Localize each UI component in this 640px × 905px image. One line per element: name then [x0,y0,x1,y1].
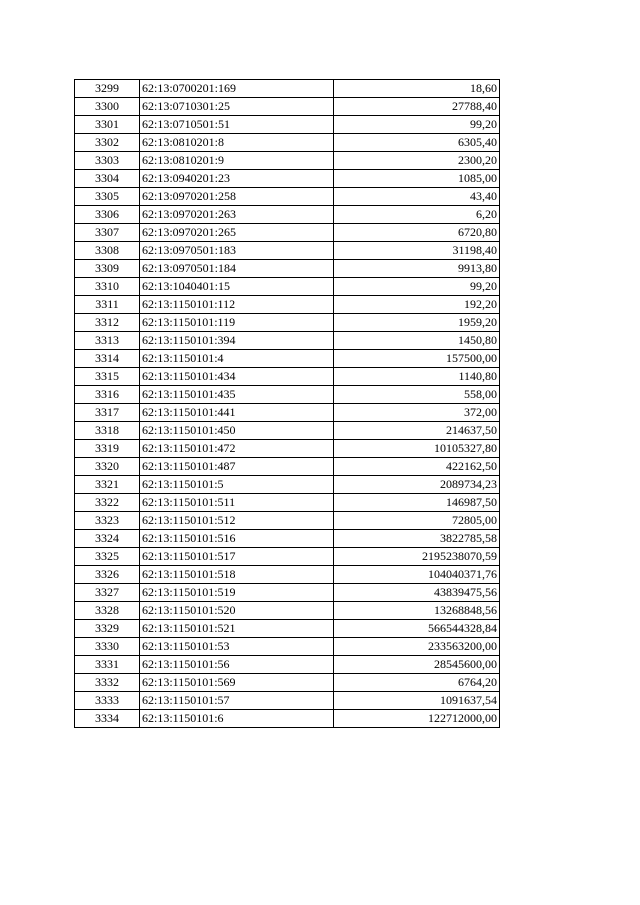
cadastral-number-cell: 62:13:1150101:394 [140,332,334,350]
cadastral-number-cell: 62:13:1150101:6 [140,710,334,728]
cadastral-value-cell: 2300,20 [334,152,500,170]
cadastral-number-cell: 62:13:0810201:8 [140,134,334,152]
cadastral-number-cell: 62:13:0970201:258 [140,188,334,206]
row-number-cell: 3312 [75,314,140,332]
cadastral-value-cell: 99,20 [334,116,500,134]
row-number-cell: 3334 [75,710,140,728]
row-number-cell: 3330 [75,638,140,656]
table-row [75,548,500,566]
cadastral-number-cell: 62:13:1150101:441 [140,404,334,422]
cadastral-value-cell: 1085,00 [334,170,500,188]
row-number-cell: 3309 [75,260,140,278]
cadastral-value-cell: 1450,80 [334,332,500,350]
cadastral-value-cell: 31198,40 [334,242,500,260]
table-row [75,386,500,404]
row-number-cell: 3327 [75,584,140,602]
row-number-cell: 3300 [75,98,140,116]
row-number-cell: 3302 [75,134,140,152]
cadastral-value-cell: 566544328,84 [334,620,500,638]
table-row [75,206,500,224]
cadastral-number-cell: 62:13:1150101:511 [140,494,334,512]
cadastral-number-cell: 62:13:1150101:519 [140,584,334,602]
table-row [75,350,500,368]
table-row [75,476,500,494]
cadastral-number-cell: 62:13:1150101:520 [140,602,334,620]
row-number-cell: 3301 [75,116,140,134]
cadastral-number-cell: 62:13:1150101:521 [140,620,334,638]
cadastral-value-cell: 2089734,23 [334,476,500,494]
row-number-cell: 3320 [75,458,140,476]
row-number-cell: 3319 [75,440,140,458]
table-row [75,530,500,548]
cadastral-value-cell: 1140,80 [334,368,500,386]
cadastral-value-cell: 6764,20 [334,674,500,692]
document-page [74,79,500,728]
cadastral-number-cell: 62:13:1040401:15 [140,278,334,296]
cadastral-value-cell: 1959,20 [334,314,500,332]
table-row [75,98,500,116]
row-number-cell: 3314 [75,350,140,368]
cadastral-value-cell: 558,00 [334,386,500,404]
cadastral-number-cell: 62:13:0970201:263 [140,206,334,224]
cadastral-value-cell: 43839475,56 [334,584,500,602]
cadastral-number-cell: 62:13:1150101:56 [140,656,334,674]
table-row [75,584,500,602]
cadastral-number-cell: 62:13:0970201:265 [140,224,334,242]
row-number-cell: 3318 [75,422,140,440]
table-row [75,296,500,314]
cadastral-value-cell: 43,40 [334,188,500,206]
cadastral-number-cell: 62:13:1150101:57 [140,692,334,710]
row-number-cell: 3332 [75,674,140,692]
cadastral-number-cell: 62:13:0700201:169 [140,80,334,98]
row-number-cell: 3306 [75,206,140,224]
table-row [75,602,500,620]
table-row [75,368,500,386]
row-number-cell: 3304 [75,170,140,188]
table-row [75,404,500,422]
table-row [75,620,500,638]
table-row [75,692,500,710]
row-number-cell: 3315 [75,368,140,386]
cadastral-number-cell: 62:13:1150101:112 [140,296,334,314]
table-body [75,80,500,728]
cadastral-value-cell: 10105327,80 [334,440,500,458]
cadastral-value-cell: 72805,00 [334,512,500,530]
cadastral-value-cell: 6720,80 [334,224,500,242]
cadastral-number-cell: 62:13:1150101:5 [140,476,334,494]
table-row [75,116,500,134]
row-number-cell: 3308 [75,242,140,260]
cadastral-value-cell: 422162,50 [334,458,500,476]
cadastral-value-cell: 233563200,00 [334,638,500,656]
row-number-cell: 3307 [75,224,140,242]
row-number-cell: 3316 [75,386,140,404]
row-number-cell: 3331 [75,656,140,674]
row-number-cell: 3329 [75,620,140,638]
table-row [75,260,500,278]
table-row [75,656,500,674]
cadastral-number-cell: 62:13:1150101:4 [140,350,334,368]
cadastral-value-table [74,79,500,728]
cadastral-value-cell: 28545600,00 [334,656,500,674]
row-number-cell: 3310 [75,278,140,296]
cadastral-number-cell: 62:13:1150101:434 [140,368,334,386]
cadastral-number-cell: 62:13:0710501:51 [140,116,334,134]
cadastral-number-cell: 62:13:1150101:517 [140,548,334,566]
table-row [75,674,500,692]
row-number-cell: 3326 [75,566,140,584]
cadastral-number-cell: 62:13:0810201:9 [140,152,334,170]
cadastral-number-cell: 62:13:0970501:184 [140,260,334,278]
cadastral-value-cell: 104040371,76 [334,566,500,584]
table-row [75,422,500,440]
cadastral-number-cell: 62:13:1150101:569 [140,674,334,692]
cadastral-number-cell: 62:13:1150101:512 [140,512,334,530]
table-row [75,494,500,512]
cadastral-number-cell: 62:13:0940201:23 [140,170,334,188]
cadastral-value-cell: 27788,40 [334,98,500,116]
cadastral-value-cell: 372,00 [334,404,500,422]
cadastral-number-cell: 62:13:1150101:472 [140,440,334,458]
row-number-cell: 3328 [75,602,140,620]
cadastral-value-cell: 1091637,54 [334,692,500,710]
cadastral-value-cell: 146987,50 [334,494,500,512]
row-number-cell: 3303 [75,152,140,170]
cadastral-value-cell: 99,20 [334,278,500,296]
cadastral-number-cell: 62:13:1150101:119 [140,314,334,332]
cadastral-value-cell: 6,20 [334,206,500,224]
table-row [75,242,500,260]
table-row [75,152,500,170]
table-row [75,638,500,656]
cadastral-value-cell: 122712000,00 [334,710,500,728]
cadastral-number-cell: 62:13:1150101:518 [140,566,334,584]
cadastral-number-cell: 62:13:1150101:487 [140,458,334,476]
table-row [75,566,500,584]
cadastral-value-cell: 9913,80 [334,260,500,278]
row-number-cell: 3299 [75,80,140,98]
table-row [75,170,500,188]
cadastral-number-cell: 62:13:0710301:25 [140,98,334,116]
row-number-cell: 3311 [75,296,140,314]
cadastral-value-cell: 18,60 [334,80,500,98]
table-row [75,332,500,350]
cadastral-number-cell: 62:13:1150101:450 [140,422,334,440]
row-number-cell: 3333 [75,692,140,710]
table-row [75,188,500,206]
table-row [75,278,500,296]
row-number-cell: 3313 [75,332,140,350]
row-number-cell: 3305 [75,188,140,206]
row-number-cell: 3325 [75,548,140,566]
table-row [75,314,500,332]
cadastral-value-cell: 157500,00 [334,350,500,368]
row-number-cell: 3317 [75,404,140,422]
cadastral-value-cell: 6305,40 [334,134,500,152]
cadastral-value-cell: 13268848,56 [334,602,500,620]
table-row [75,710,500,728]
row-number-cell: 3324 [75,530,140,548]
cadastral-value-cell: 2195238070,59 [334,548,500,566]
cadastral-value-cell: 192,20 [334,296,500,314]
row-number-cell: 3323 [75,512,140,530]
table-row [75,80,500,98]
table-row [75,458,500,476]
cadastral-number-cell: 62:13:1150101:516 [140,530,334,548]
table-row [75,440,500,458]
table-row [75,134,500,152]
cadastral-number-cell: 62:13:1150101:435 [140,386,334,404]
table-row [75,224,500,242]
cadastral-value-cell: 214637,50 [334,422,500,440]
row-number-cell: 3321 [75,476,140,494]
cadastral-value-cell: 3822785,58 [334,530,500,548]
cadastral-number-cell: 62:13:0970501:183 [140,242,334,260]
table-row [75,512,500,530]
row-number-cell: 3322 [75,494,140,512]
cadastral-number-cell: 62:13:1150101:53 [140,638,334,656]
